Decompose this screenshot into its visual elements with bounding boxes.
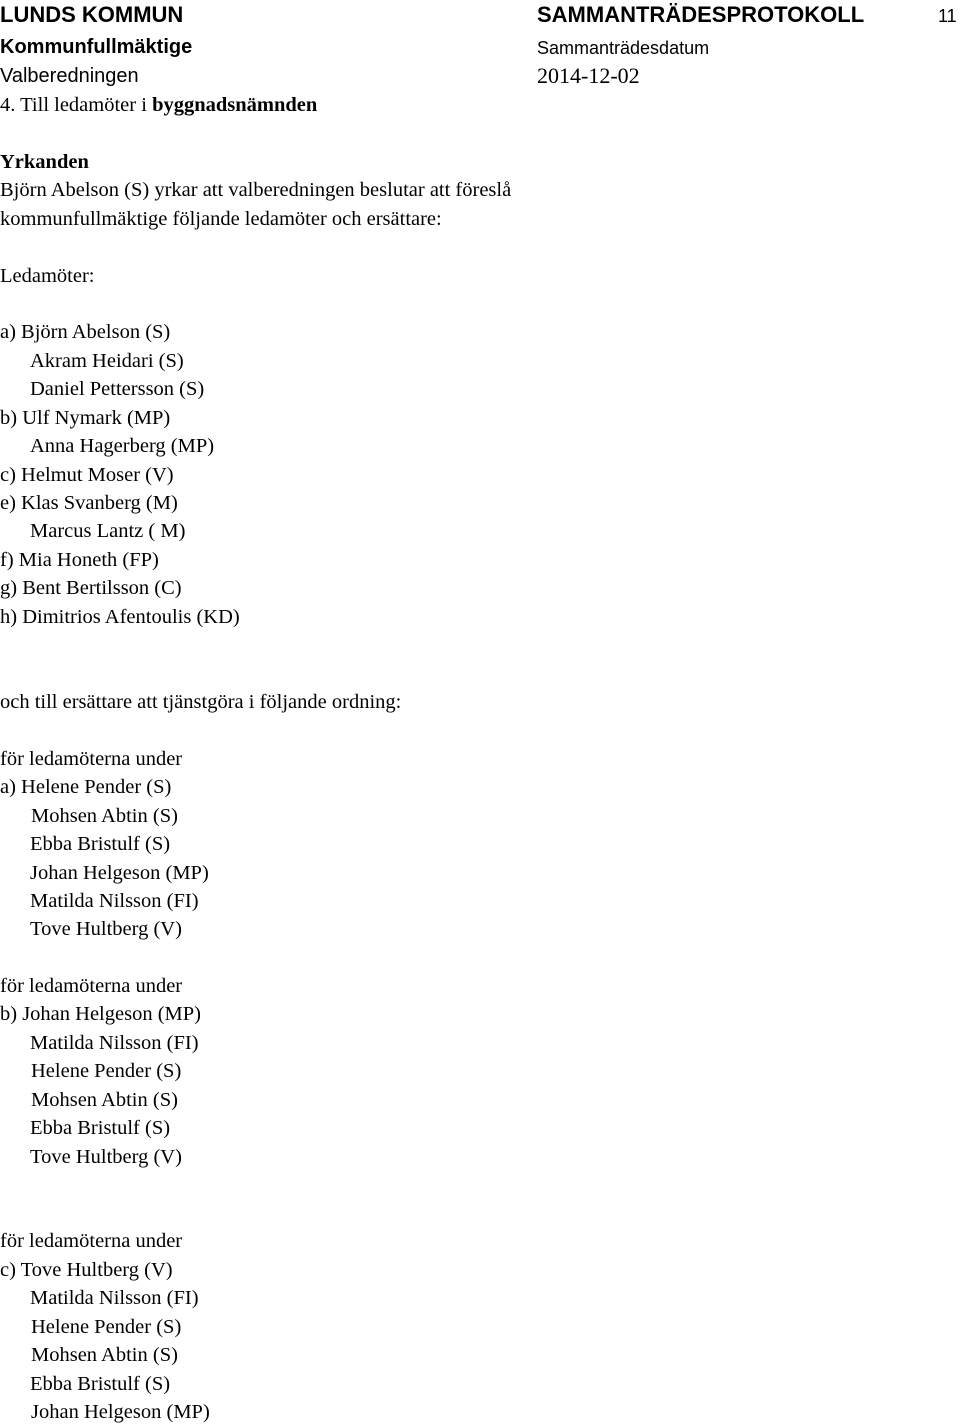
meeting-date: 2014-12-02 <box>537 63 640 88</box>
ledamot-line: e) Klas Svanberg (M) <box>0 492 178 514</box>
date-label: Sammanträdesdatum <box>537 38 710 58</box>
ersattare-line: c) Tove Hultberg (V) <box>0 1259 173 1281</box>
ersattare-intro: och till ersättare att tjänstgöra i följande ordning: <box>0 691 402 713</box>
ersattare-line: Johan Helgeson (MP) <box>30 862 209 884</box>
section-title-prefix: 4. Till ledamöter i <box>0 94 153 116</box>
ledamot-line: a) Björn Abelson (S) <box>0 321 171 343</box>
ersattare-line: Matilda Nilsson (FI) <box>30 1287 199 1309</box>
ersattare-line: Mohsen Abtin (S) <box>31 1089 178 1111</box>
ledamot-line: Akram Heidari (S) <box>30 350 184 372</box>
section-title-bold: byggnadsnämnden <box>152 94 318 116</box>
ersattare-line: Tove Hultberg (V) <box>30 1146 182 1168</box>
ledamoter-heading: Ledamöter: <box>0 265 95 287</box>
ledamot-line: Daniel Pettersson (S) <box>30 378 205 400</box>
ersattare-line: Ebba Bristulf (S) <box>30 1373 171 1395</box>
section-title <box>0 93 317 117</box>
body-name: Kommunfullmäktige <box>0 36 193 58</box>
ersattare-line: Mohsen Abtin (S) <box>31 1344 178 1366</box>
ersattare-line: Ebba Bristulf (S) <box>30 833 171 855</box>
group-a-heading: för ledamöterna under <box>0 748 183 770</box>
ledamot-line: g) Bent Bertilsson (C) <box>0 577 182 599</box>
ledamot-line: Anna Hagerberg (MP) <box>30 435 215 457</box>
committee-name: Valberedningen <box>0 65 139 87</box>
yrkanden-intro-line-1: Björn Abelson (S) yrkar att valberedningen beslutar att föreslå <box>0 179 512 201</box>
group-c-heading: för ledamöterna under <box>0 1230 183 1252</box>
org-name: LUNDS KOMMUN <box>0 2 184 27</box>
ledamot-line: b) Ulf Nymark (MP) <box>0 407 171 429</box>
ersattare-line: Johan Helgeson (MP) <box>31 1401 210 1423</box>
ledamot-line: Marcus Lantz ( M) <box>30 520 186 542</box>
yrkanden-intro-line-2: kommunfullmäktige följande ledamöter och ersättare: <box>0 208 442 230</box>
ledamot-line: h) Dimitrios Afentoulis (KD) <box>0 606 240 628</box>
group-b-heading: för ledamöterna under <box>0 975 183 997</box>
ersattare-line: Tove Hultberg (V) <box>30 918 182 940</box>
ledamot-line: f) Mia Honeth (FP) <box>0 549 159 571</box>
ersattare-line: Helene Pender (S) <box>31 1316 182 1338</box>
ersattare-line: Helene Pender (S) <box>31 1060 182 1082</box>
ledamot-line: c) Helmut Moser (V) <box>0 464 174 486</box>
ersattare-line: Ebba Bristulf (S) <box>30 1117 171 1139</box>
ersattare-line: Mohsen Abtin (S) <box>31 805 178 827</box>
ersattare-line: Matilda Nilsson (FI) <box>30 890 199 912</box>
doc-type: SAMMANTRÄDESPROTOKOLL <box>537 2 865 27</box>
ersattare-line: b) Johan Helgeson (MP) <box>0 1003 201 1025</box>
page-number: 11 <box>938 6 957 26</box>
ersattare-line: Matilda Nilsson (FI) <box>30 1032 199 1054</box>
ersattare-line: a) Helene Pender (S) <box>0 776 172 798</box>
yrkanden-heading: Yrkanden <box>0 151 89 173</box>
